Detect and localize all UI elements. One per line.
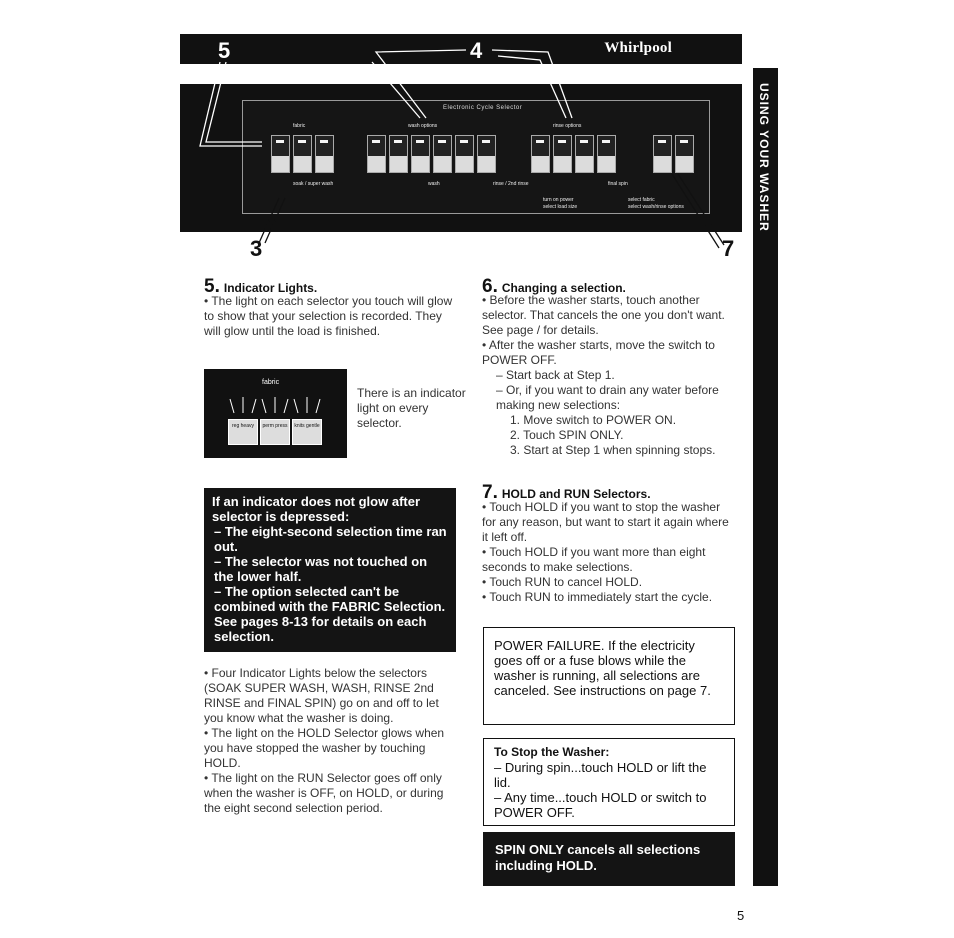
indicator-label-rinse: rinse / 2nd rinse: [493, 181, 529, 187]
inset-button-reg: reg heavy: [228, 419, 258, 445]
stop-box-title: To Stop the Washer:: [494, 745, 610, 759]
warning-item: – The selector was not touched on the lower half.: [214, 554, 428, 584]
group-label-rinse: rinse options: [553, 123, 582, 129]
warning-item: – The option selected can't be combined with the FABRIC Selection. See pages 8-13 for details on each selection.: [214, 584, 446, 644]
list-item: – Or, if you want to drain any water before making new selections:: [496, 383, 719, 412]
power-failure-box: POWER FAILURE. If the electricity goes off or a fuse blows while the washer is running, all selections are canceled. See instructions on page 7.: [483, 627, 735, 725]
indicator-label-wash: wash: [428, 181, 440, 187]
warning-intro: If an indicator does not glow after selector is depressed:: [212, 494, 421, 524]
callout-4: 4: [470, 38, 483, 63]
stop-washer-box: [483, 738, 735, 826]
sidebar-title: USING YOUR WASHER: [757, 83, 771, 232]
page-number: 5: [737, 908, 745, 923]
section-7-title: HOLD and RUN Selectors.: [501, 487, 651, 501]
legend-power: turn on power: [543, 197, 574, 203]
group-label-fabric: fabric: [293, 123, 306, 129]
list-item: – Start back at Step 1.: [496, 368, 615, 382]
indicator-label-spin: final spin: [608, 181, 628, 187]
list-item: • Touch RUN to cancel HOLD.: [482, 575, 643, 589]
list-item: • Four Indicator Lights below the selectors (SOAK SUPER WASH, WASH, RINSE 2nd RINSE and FINAL SPIN) go on and off to let you know what the washer is doing.: [204, 666, 439, 725]
list-item: • Touch HOLD if you want more than eight seconds to make selections.: [482, 545, 706, 574]
section-6-body: [482, 293, 734, 458]
indicator-label-soak: soak / super wash: [293, 181, 334, 187]
left-bullet-list: [204, 666, 456, 816]
list-item: • Touch RUN to immediately start the cycle.: [482, 590, 713, 604]
warning-box: [204, 488, 456, 652]
section-5-number: 5.: [204, 276, 220, 297]
inset-button-perm: perm press: [260, 419, 290, 445]
section-7-number: 7.: [482, 482, 498, 503]
list-item: • Before the washer starts, touch another selector. That cancels the one you don't want. See page / for details.: [482, 293, 725, 337]
callout-7: 7: [722, 236, 735, 261]
brand-logo: Whirlpool: [604, 40, 672, 56]
list-item: • After the washer starts, move the switch to POWER OFF.: [482, 338, 715, 367]
legend-options: select wash/rinse options: [628, 204, 684, 210]
list-item: 3. Start at Step 1 when spinning stops.: [510, 443, 716, 457]
section-6-title: Changing a selection.: [501, 281, 626, 295]
panel-title: Electronic Cycle Selector: [443, 105, 523, 111]
list-item: 2. Touch SPIN ONLY.: [510, 428, 624, 442]
section-6-number: 6.: [482, 276, 498, 297]
section-5-text: • The light on each selector you touch will glow to show that your selection is recorded. They will glow until the load is finished.: [204, 294, 453, 338]
spin-only-box: SPIN ONLY cancels all selections including HOLD.: [483, 832, 735, 886]
list-item: 1. Move switch to POWER ON.: [510, 413, 677, 427]
inset-caption: There is an indicator light on every selector.: [357, 386, 466, 430]
list-item: • The light on the HOLD Selector glows when you have stopped the washer by touching HOLD.: [204, 726, 445, 770]
inset-button-knits: knits gentle: [292, 419, 322, 445]
list-item: • Touch HOLD if you want to stop the washer for any reason, but want to start it again where it left off.: [482, 500, 729, 544]
inset-label: fabric: [262, 379, 280, 386]
section-sidebar: [753, 68, 778, 886]
callout-3: 3: [250, 236, 263, 261]
legend-load: select load size: [543, 204, 578, 210]
section-5-title: Indicator Lights.: [223, 281, 318, 295]
list-item: – Any time...touch HOLD or switch to POWER OFF.: [494, 790, 707, 820]
glow-rays-icon: [204, 369, 347, 458]
warning-item: – The eight-second selection time ran out.: [214, 524, 447, 554]
list-item: – During spin...touch HOLD or lift the lid.: [494, 760, 707, 790]
section-7-body: [482, 500, 734, 605]
indicator-inset-image: [204, 369, 347, 458]
list-item: • The light on the RUN Selector goes off only when the washer is OFF, on HOLD, or during the eight second selection period.: [204, 771, 444, 815]
legend-fabric: select fabric: [628, 197, 655, 203]
callout-5: 5: [218, 38, 231, 63]
group-label-wash: wash options: [408, 123, 438, 129]
